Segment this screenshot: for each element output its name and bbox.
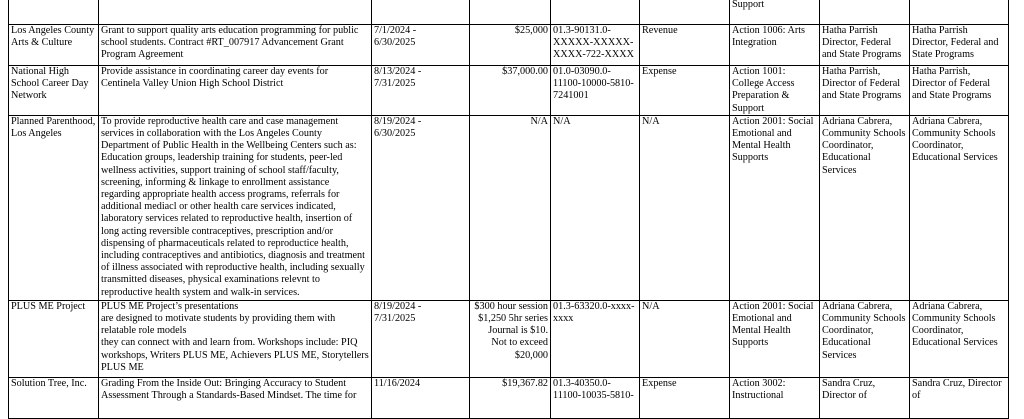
account-cell: 01.3-63320.0-xxxx-xxxx xyxy=(551,300,640,377)
description-cell: To provide reproductive health care and case management services in collaboration with the Los Angeles County Department of Public Health in the Wellbeing Centers such as: Education groups, leadership training for students, peer-led wellness activities, support training of school staff/faculty, screening, informing & linkage to enrollment assistance regarding appropriate health access programs, referrals for additional mediacl or other health care services indicated, laboratory services related to reproductive health, insertion of long acting reversible contraceptives, prescription and/or dispensing of pharmaceuticals related to reproductice health, including contraceptives and antibiotics, diagnosis and treatment of illness associated with reproductive health, including sexually transmitted diseases, physical examinations relevnt to reproductive health system and walk-in services. xyxy=(99,115,372,300)
type-cell: Expense xyxy=(640,66,730,116)
table-row xyxy=(9,66,1009,116)
contact-cell: Sandra Cruz, Director of xyxy=(820,377,910,418)
agency-cell: Planned Parenthood, Los Angeles xyxy=(9,115,99,300)
agency-cell: National High School Career Day Network xyxy=(9,66,99,116)
account-cell: 01.3-40350.0-11100-10035-5810- xyxy=(551,377,640,418)
amount-cell: $37,000.00 xyxy=(470,66,551,116)
description-cell: Provide assistance in coordinating career day events for Centinela Valley Union High School District xyxy=(99,66,372,116)
action-cell: Action 3002: Instructional xyxy=(730,377,820,418)
action-cell: Action 1006: Arts Integration xyxy=(730,25,820,66)
type-cell: Expense xyxy=(640,377,730,418)
type-cell: N/A xyxy=(640,300,730,377)
contact-cell: Hatha Parrish, Director of Federal and State Programs xyxy=(910,66,1009,116)
table-row xyxy=(9,300,1009,377)
action-cell: Action 2001: Social Emotional and Mental Health Supports xyxy=(730,300,820,377)
table-row xyxy=(9,25,1009,66)
agency-cell: Los Angeles County Arts & Culture xyxy=(9,25,99,66)
account-cell: 01.0-03090.0-11100-10000-5810-7241001 xyxy=(551,66,640,116)
table-row xyxy=(9,377,1009,418)
type-cell: N/A xyxy=(640,115,730,300)
description-cell: Grant to support quality arts education programming for public school students. Contract #RT_007917 Advancement Grant Program Agreement xyxy=(99,25,372,66)
amount-cell: N/A xyxy=(470,115,551,300)
contact-cell: Hatha Parrish Director, Federal and State Programs xyxy=(820,25,910,66)
dates-cell: 8/13/2024 - 7/31/2025 xyxy=(372,66,470,116)
dates-cell: 8/19/2024 - 6/30/2025 xyxy=(372,115,470,300)
action-cell: Action 2001: Social Emotional and Mental Health Supports xyxy=(730,115,820,300)
description-cell: Grading From the Inside Out: Bringing Accuracy to Student Assessment Through a Standards-Based Mindset. The time for xyxy=(99,377,372,418)
dates-cell: 11/16/2024 xyxy=(372,377,470,418)
dates-cell: 8/19/2024 - 7/31/2025 xyxy=(372,300,470,377)
dates-cell: 7/1/2024 - 6/30/2025 xyxy=(372,25,470,66)
agency-cell: PLUS ME Project xyxy=(9,300,99,377)
header-cell-fragment: Support xyxy=(730,0,820,25)
table-row xyxy=(9,115,1009,300)
amount-cell: $300 hour session $1,250 5hr series Journal is $10. Not to exceed $20,000 xyxy=(470,300,551,377)
type-cell: Revenue xyxy=(640,25,730,66)
contact-cell: Hatha Parrish Director, Federal and State Programs xyxy=(910,25,1009,66)
contact-cell: Adriana Cabrera, Community Schools Coordinator, Educational Services xyxy=(820,300,910,377)
agreements-table-page xyxy=(8,0,1009,419)
agency-cell: Solution Tree, Inc. xyxy=(9,377,99,418)
contact-cell: Sandra Cruz, Director of xyxy=(910,377,1009,418)
contact-cell: Hatha Parrish, Director of Federal and State Programs xyxy=(820,66,910,116)
account-cell: N/A xyxy=(551,115,640,300)
amount-cell: $19,367.82 xyxy=(470,377,551,418)
table-row xyxy=(9,0,1009,25)
agreements-table xyxy=(8,0,1009,419)
contact-cell: Adriana Cabrera, Community Schools Coordinator, Educational Services xyxy=(910,300,1009,377)
contact-cell: Adriana Cabrera, Community Schools Coordinator, Educational Services xyxy=(910,115,1009,300)
action-cell: Action 1001: College Access Preparation & Support xyxy=(730,66,820,116)
amount-cell: $25,000 xyxy=(470,25,551,66)
account-cell: 01.3-90131.0-XXXXX-XXXXX-XXXX-722-XXXX xyxy=(551,25,640,66)
contact-cell: Adriana Cabrera, Community Schools Coordinator, Educational Services xyxy=(820,115,910,300)
description-cell: PLUS ME Project’s presentations are designed to motivate students by providing them with relatable role models they can connect with and learn from. Workshops include: PIQ workshops, Writers PLUS ME, Achievers PLUS ME, Storytellers PLUS ME xyxy=(99,300,372,377)
